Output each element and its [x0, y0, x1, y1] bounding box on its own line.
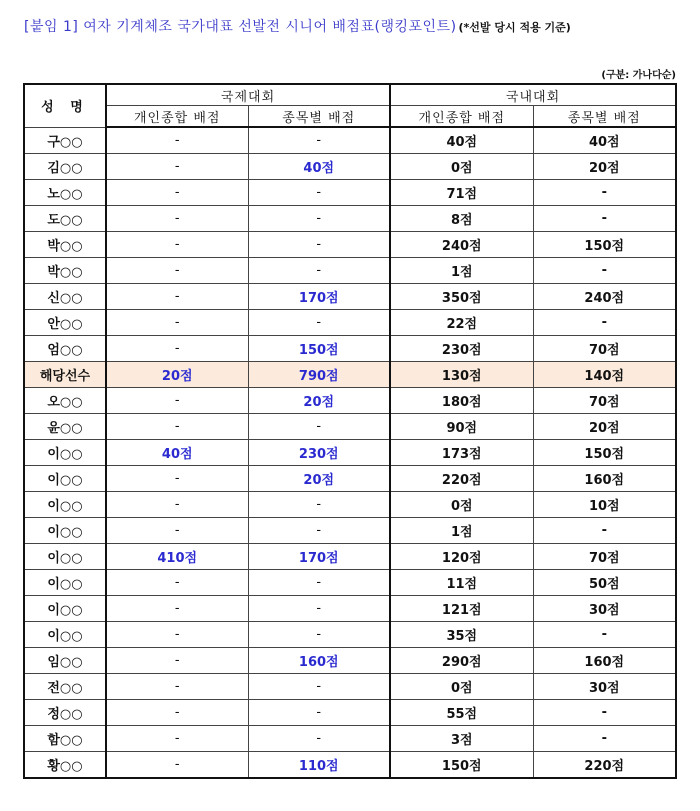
int-event-cell: - — [248, 700, 390, 726]
table-row — [24, 180, 676, 206]
name-cell: 안○○ — [24, 310, 106, 336]
name-cell: 함○○ — [24, 726, 106, 752]
dom-event-cell: 30점 — [533, 596, 676, 622]
int-event-cell: 40점 — [248, 154, 390, 180]
dom-individual-all-cell: 173점 — [390, 440, 533, 466]
dom-event-cell: 140점 — [533, 362, 676, 388]
int-individual-all-cell: - — [106, 570, 248, 596]
name-cell: 이○○ — [24, 492, 106, 518]
int-individual-all-cell: - — [106, 284, 248, 310]
dom-individual-all-cell: 40점 — [390, 127, 533, 154]
dom-individual-all-cell: 90점 — [390, 414, 533, 440]
title-note: (*선발 당시 적용 기준) — [458, 21, 571, 34]
dom-individual-all-cell: 0점 — [390, 674, 533, 700]
int-individual-all-cell: - — [106, 310, 248, 336]
int-event-cell: - — [248, 127, 390, 154]
name-cell: 박○○ — [24, 232, 106, 258]
int-event-cell: - — [248, 206, 390, 232]
int-individual-all-cell: - — [106, 466, 248, 492]
table-row — [24, 232, 676, 258]
int-event-cell: 110점 — [248, 752, 390, 779]
table-row — [24, 518, 676, 544]
dom-individual-all-cell: 150점 — [390, 752, 533, 779]
int-event-cell: - — [248, 232, 390, 258]
dom-event-cell: 160점 — [533, 648, 676, 674]
table-row — [24, 466, 676, 492]
int-individual-all-cell: - — [106, 726, 248, 752]
international-header: 국제대회 — [106, 84, 390, 106]
name-cell: 이○○ — [24, 622, 106, 648]
header-row-group — [24, 84, 676, 106]
int-event-cell: - — [248, 518, 390, 544]
int-individual-all-cell: - — [106, 518, 248, 544]
int-individual-all-cell: - — [106, 258, 248, 284]
dom-event-cell: - — [533, 310, 676, 336]
int-individual-all-cell: - — [106, 154, 248, 180]
dom-individual-all-cell: 350점 — [390, 284, 533, 310]
dom-event-cell: 240점 — [533, 284, 676, 310]
int-individual-all-cell: 40점 — [106, 440, 248, 466]
table-row — [24, 700, 676, 726]
name-cell: 신○○ — [24, 284, 106, 310]
dom-individual-all-cell: 1점 — [390, 518, 533, 544]
int-event-header: 종목별 배점 — [248, 106, 390, 128]
dom-event-cell: - — [533, 700, 676, 726]
dom-individual-all-cell: 220점 — [390, 466, 533, 492]
dom-event-cell: 20점 — [533, 154, 676, 180]
dom-event-cell: - — [533, 206, 676, 232]
dom-individual-all-cell: 290점 — [390, 648, 533, 674]
dom-event-cell: - — [533, 258, 676, 284]
int-individual-all-cell: - — [106, 700, 248, 726]
int-individual-all-cell: - — [106, 414, 248, 440]
dom-event-cell: 160점 — [533, 466, 676, 492]
dom-individual-all-cell: 180점 — [390, 388, 533, 414]
int-event-cell: 230점 — [248, 440, 390, 466]
score-table — [23, 83, 677, 779]
table-row — [24, 388, 676, 414]
name-cell: 이○○ — [24, 544, 106, 570]
int-event-cell: 20점 — [248, 466, 390, 492]
name-cell: 임○○ — [24, 648, 106, 674]
dom-event-cell: 70점 — [533, 336, 676, 362]
dom-individual-all-cell: 55점 — [390, 700, 533, 726]
name-cell: 전○○ — [24, 674, 106, 700]
name-cell: 김○○ — [24, 154, 106, 180]
dom-individual-all-cell: 11점 — [390, 570, 533, 596]
dom-event-cell: 40점 — [533, 127, 676, 154]
dom-individual-all-cell: 0점 — [390, 492, 533, 518]
int-event-cell: 170점 — [248, 544, 390, 570]
int-individual-all-cell: - — [106, 674, 248, 700]
int-event-cell: 20점 — [248, 388, 390, 414]
int-individual-all-cell: - — [106, 127, 248, 154]
table-row — [24, 544, 676, 570]
name-cell: 황○○ — [24, 752, 106, 779]
dom-individual-all-cell: 240점 — [390, 232, 533, 258]
int-event-cell: - — [248, 414, 390, 440]
int-event-cell: - — [248, 674, 390, 700]
table-row — [24, 726, 676, 752]
int-individual-all-cell: - — [106, 336, 248, 362]
name-cell: 구○○ — [24, 127, 106, 154]
int-individual-all-cell: - — [106, 180, 248, 206]
name-cell: 윤○○ — [24, 414, 106, 440]
title-text: [붙임 1] 여자 기계체조 국가대표 선발전 시니어 배점표(랭킹포인트) — [24, 19, 457, 35]
dom-event-header: 종목별 배점 — [533, 106, 676, 128]
dom-event-cell: - — [533, 518, 676, 544]
name-header: 성 명 — [24, 84, 106, 127]
int-individual-all-cell: - — [106, 388, 248, 414]
int-event-cell: - — [248, 310, 390, 336]
table-row — [24, 648, 676, 674]
int-event-cell: 790점 — [248, 362, 390, 388]
dom-individual-all-cell: 120점 — [390, 544, 533, 570]
int-individual-all-cell: - — [106, 232, 248, 258]
table-body — [24, 127, 676, 778]
int-individual-all-header: 개인종합 배점 — [106, 106, 248, 128]
dom-event-cell: 150점 — [533, 232, 676, 258]
dom-individual-all-header: 개인종합 배점 — [390, 106, 533, 128]
int-individual-all-cell: - — [106, 206, 248, 232]
int-individual-all-cell: - — [106, 648, 248, 674]
int-event-cell: - — [248, 622, 390, 648]
table-row — [24, 284, 676, 310]
int-event-cell: - — [248, 180, 390, 206]
int-event-cell: 150점 — [248, 336, 390, 362]
name-cell: 이○○ — [24, 570, 106, 596]
table-row — [24, 206, 676, 232]
int-individual-all-cell: - — [106, 596, 248, 622]
int-event-cell: 170점 — [248, 284, 390, 310]
document-title — [24, 16, 571, 36]
dom-event-cell: - — [533, 180, 676, 206]
int-event-cell: - — [248, 570, 390, 596]
table-row — [24, 154, 676, 180]
name-cell: 이○○ — [24, 596, 106, 622]
dom-individual-all-cell: 1점 — [390, 258, 533, 284]
name-cell: 도○○ — [24, 206, 106, 232]
domestic-header: 국내대회 — [390, 84, 676, 106]
dom-event-cell: 150점 — [533, 440, 676, 466]
dom-event-cell: 30점 — [533, 674, 676, 700]
int-event-cell: - — [248, 596, 390, 622]
dom-event-cell: 10점 — [533, 492, 676, 518]
table-row — [24, 596, 676, 622]
dom-event-cell: 50점 — [533, 570, 676, 596]
int-individual-all-cell: - — [106, 492, 248, 518]
dom-individual-all-cell: 35점 — [390, 622, 533, 648]
int-event-cell: - — [248, 492, 390, 518]
dom-individual-all-cell: 121점 — [390, 596, 533, 622]
dom-individual-all-cell: 0점 — [390, 154, 533, 180]
table-row — [24, 622, 676, 648]
dom-individual-all-cell: 3점 — [390, 726, 533, 752]
dom-event-cell: - — [533, 726, 676, 752]
table-row — [24, 258, 676, 284]
dom-event-cell: - — [533, 622, 676, 648]
dom-individual-all-cell: 130점 — [390, 362, 533, 388]
header-row-sub — [24, 106, 676, 128]
name-cell: 오○○ — [24, 388, 106, 414]
name-cell: 이○○ — [24, 440, 106, 466]
dom-individual-all-cell: 71점 — [390, 180, 533, 206]
table-row — [24, 492, 676, 518]
name-cell: 노○○ — [24, 180, 106, 206]
int-individual-all-cell: 410점 — [106, 544, 248, 570]
dom-individual-all-cell: 22점 — [390, 310, 533, 336]
name-cell: 박○○ — [24, 258, 106, 284]
table-row — [24, 570, 676, 596]
table-row — [24, 127, 676, 154]
int-event-cell: - — [248, 726, 390, 752]
name-cell: 엄○○ — [24, 336, 106, 362]
name-cell: 이○○ — [24, 518, 106, 544]
table-row — [24, 674, 676, 700]
dom-event-cell: 70점 — [533, 388, 676, 414]
int-event-cell: 160점 — [248, 648, 390, 674]
name-cell: 이○○ — [24, 466, 106, 492]
table-row — [24, 336, 676, 362]
sort-note: (구분: 가나다순) — [601, 70, 676, 81]
int-event-cell: - — [248, 258, 390, 284]
dom-individual-all-cell: 230점 — [390, 336, 533, 362]
dom-event-cell: 70점 — [533, 544, 676, 570]
name-cell: 정○○ — [24, 700, 106, 726]
int-individual-all-cell: 20점 — [106, 362, 248, 388]
int-individual-all-cell: - — [106, 622, 248, 648]
table-row — [24, 362, 676, 388]
dom-event-cell: 220점 — [533, 752, 676, 779]
dom-event-cell: 20점 — [533, 414, 676, 440]
int-individual-all-cell: - — [106, 752, 248, 779]
table-row — [24, 440, 676, 466]
name-cell: 해당선수 — [24, 362, 106, 388]
dom-individual-all-cell: 8점 — [390, 206, 533, 232]
table-row — [24, 752, 676, 779]
table-row — [24, 414, 676, 440]
table-row — [24, 310, 676, 336]
